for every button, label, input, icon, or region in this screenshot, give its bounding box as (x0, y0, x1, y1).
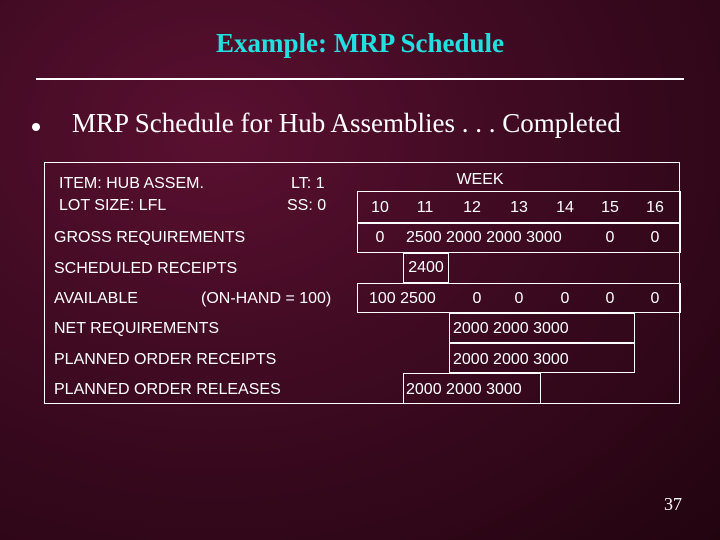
available-weeks-10-11: 100 2500 (369, 290, 436, 307)
planned-receipts-weeks-12-14: 2000 2000 3000 (453, 351, 569, 368)
safety-stock-label: SS: 0 (287, 197, 327, 214)
week-15: 15 (601, 199, 619, 216)
available-week-15: 0 (605, 290, 615, 307)
week-12: 12 (463, 199, 481, 216)
title-divider (36, 78, 684, 80)
week-16: 16 (646, 199, 664, 216)
row-label-planned-order-receipts: PLANNED ORDER RECEIPTS (54, 351, 277, 368)
row-label-scheduled-receipts: SCHEDULED RECEIPTS (54, 260, 238, 277)
planned-releases-weeks-11-13: 2000 2000 3000 (406, 381, 522, 398)
lead-time-label: LT: 1 (291, 175, 325, 192)
lot-size-label: LOT SIZE: LFL (59, 197, 167, 214)
page-number: 37 (664, 494, 682, 514)
row-label-planned-order-releases: PLANNED ORDER RELEASES (54, 381, 281, 398)
gross-req-week-10: 0 (375, 229, 385, 246)
bullet-text: MRP Schedule for Hub Assemblies . . . Completed (72, 108, 621, 138)
week-13: 13 (510, 199, 528, 216)
available-week-13: 0 (514, 290, 524, 307)
week-11: 11 (416, 199, 434, 216)
week-header: WEEK (456, 171, 504, 188)
row-label-gross-requirements: GROSS REQUIREMENTS (54, 229, 246, 246)
gross-req-week-16: 0 (650, 229, 660, 246)
available-week-16: 0 (650, 290, 660, 307)
mrp-table (44, 162, 680, 404)
net-req-weeks-12-14: 2000 2000 3000 (453, 320, 569, 337)
scheduled-receipt-week-11: 2400 (408, 259, 444, 276)
gross-req-week-15: 0 (605, 229, 615, 246)
slide-title: Example: MRP Schedule (216, 28, 504, 58)
week-10: 10 (371, 199, 389, 216)
available-week-12: 0 (472, 290, 482, 307)
bullet-dot-icon (32, 123, 40, 131)
on-hand-note: (ON-HAND = 100) (201, 290, 332, 307)
available-week-14: 0 (560, 290, 570, 307)
gross-req-weeks-11-14: 2500 2000 2000 3000 (406, 229, 562, 246)
row-label-available: AVAILABLE (54, 290, 138, 307)
week-14: 14 (556, 199, 574, 216)
item-label: ITEM: HUB ASSEM. (59, 175, 204, 192)
row-label-net-requirements: NET REQUIREMENTS (54, 320, 220, 337)
